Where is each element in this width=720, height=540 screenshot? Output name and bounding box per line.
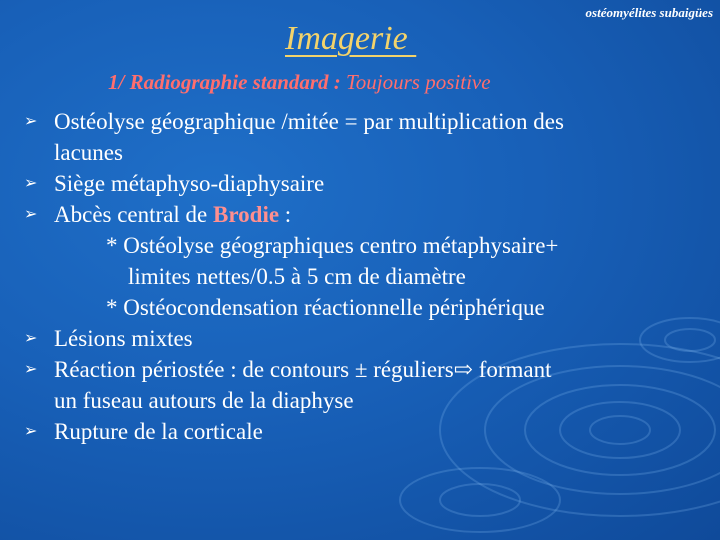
sub-item-osteolyse: * Ostéolyse géographiques centro métaphysaire+ [106, 233, 559, 258]
bullet-item-reaction [24, 354, 704, 416]
arrow-bullet-icon: ➢ [24, 330, 38, 347]
right-arrow-icon: ⇨ [453, 357, 473, 382]
highlight-brodie: Brodie [213, 202, 280, 227]
bullet-text: Lésions mixtes [54, 326, 193, 351]
bullet-text [54, 199, 704, 230]
bullet-text-before: Réaction périostée : de contours ± réguliers [54, 357, 454, 382]
bullet-item-rupture [24, 416, 704, 447]
arrow-bullet-icon: ➢ [24, 175, 38, 192]
bullet-item-abces [24, 199, 704, 230]
bullet-text-before: Abcès central de [54, 202, 214, 227]
bullet-text-after: : [279, 202, 292, 227]
bullet-text-continued: un fuseau autours de la diaphyse [54, 388, 354, 413]
bullet-text: Ostéolyse géographique /mitée = par multiplication des [54, 109, 564, 134]
bullet-list [24, 106, 704, 447]
arrow-bullet-icon: ➢ [24, 206, 38, 223]
bullet-item-siege [24, 168, 704, 199]
bullet-item-lesions [24, 323, 704, 354]
bullet-text [54, 354, 704, 385]
sub-item-osteocondensation: * Ostéocondensation réactionnelle périphérique [106, 295, 545, 320]
sub-item-osteolyse-continued: limites nettes/0.5 à 5 cm de diamètre [128, 264, 466, 289]
page-title: Imagerie [285, 20, 417, 57]
arrow-bullet-icon: ➢ [24, 361, 38, 378]
subtitle-rest: Toujours positive [340, 70, 491, 94]
section-subtitle [108, 70, 491, 95]
corner-note: ostéomyélites subaigües [585, 5, 713, 20]
bullet-text-after: formant [472, 357, 552, 382]
bullet-text: Rupture de la corticale [54, 419, 263, 444]
arrow-bullet-icon: ➢ [24, 423, 38, 440]
subtitle-lead: 1/ Radiographie standard : [108, 70, 341, 94]
arrow-bullet-icon: ➢ [24, 113, 38, 130]
bullet-item-osteolyse [24, 106, 704, 168]
bullet-text: Siège métaphyso-diaphysaire [54, 171, 325, 196]
bullet-text-continued: lacunes [54, 140, 123, 165]
